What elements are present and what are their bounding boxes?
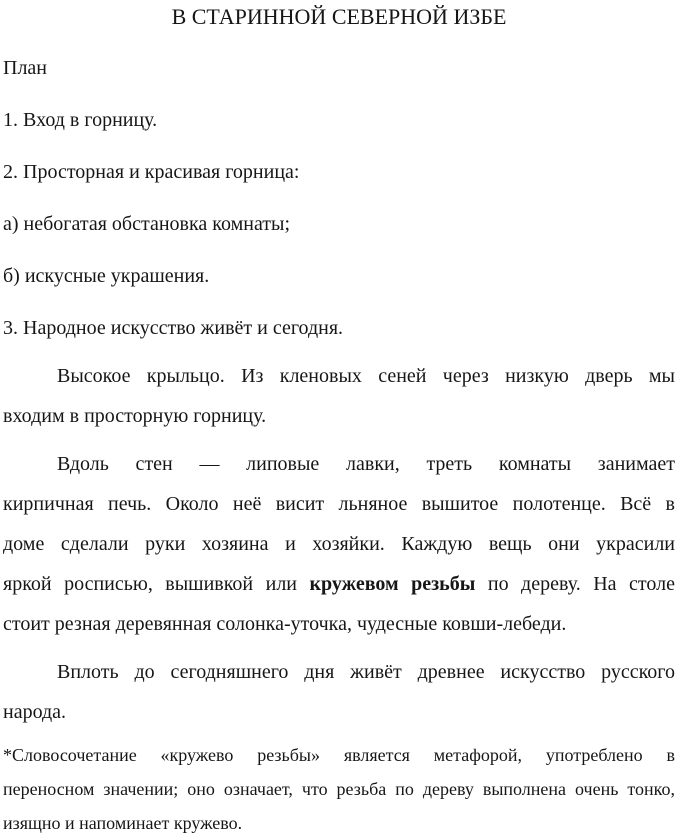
text-line bbox=[3, 356, 675, 396]
plan-heading: План bbox=[3, 57, 48, 79]
text-run: входим в просторную горницу. bbox=[3, 405, 267, 427]
text-line bbox=[3, 604, 675, 644]
text-line bbox=[3, 652, 675, 692]
paragraph bbox=[3, 652, 675, 732]
text-line bbox=[3, 772, 675, 806]
text-run: кирпичная печь. Около неё висит льняное вышитое полотенце. Всё в bbox=[3, 493, 675, 515]
text-run: стоит резная деревянная солонка-уточка, чудесные ковши-лебеди. bbox=[3, 613, 567, 635]
text-run: Высокое крыльцо. Из кленовых сеней через низкую дверь мы bbox=[57, 365, 675, 387]
text-run: изящно и напоминает кружево. bbox=[3, 813, 243, 833]
footnote bbox=[3, 738, 675, 840]
text-run: Вплоть до сегодняшнего дня живёт древнее искусство русского bbox=[57, 661, 675, 683]
body-paragraphs bbox=[3, 356, 675, 732]
text-line bbox=[3, 396, 675, 436]
text-run: *Словосочетание «кружево резьбы» является метафорой, употреблено в bbox=[3, 745, 675, 765]
text-line bbox=[3, 806, 675, 840]
document-title: В СТАРИННОЙ СЕВЕРНОЙ ИЗБЕ bbox=[171, 4, 507, 29]
plan-item: 3. Народное искусство живёт и сегодня. bbox=[3, 317, 344, 339]
text-line bbox=[3, 738, 675, 772]
text-line bbox=[3, 444, 675, 484]
plan-list bbox=[3, 100, 675, 348]
text-run: переносном значении; оно означает, что резьба по дереву выполнена очень тонко, bbox=[3, 779, 675, 799]
plan-item: а) небогатая обстановка комнаты; bbox=[3, 213, 291, 235]
plan-item: б) искусные украшения. bbox=[3, 265, 210, 287]
plan-item: 1. Вход в горницу. bbox=[3, 109, 158, 131]
paragraph bbox=[3, 356, 675, 436]
text-line bbox=[3, 564, 675, 604]
text-run: народа. bbox=[3, 701, 67, 723]
text-run: Вдоль стен — липовые лавки, треть комнаты занимает bbox=[57, 453, 675, 475]
text-line bbox=[3, 524, 675, 564]
text-run: яркой росписью, вышивкой или bbox=[3, 573, 310, 595]
text-run: по дереву. На столе bbox=[475, 573, 675, 595]
text-run: доме сделали руки хозяина и хозяйки. Каждую вещь они украсили bbox=[3, 533, 675, 555]
plan-item: 2. Просторная и красивая горница: bbox=[3, 161, 300, 183]
text-line bbox=[3, 484, 675, 524]
bold-phrase: кружевом резьбы bbox=[309, 573, 476, 595]
paragraph bbox=[3, 444, 675, 644]
text-line bbox=[3, 692, 675, 732]
